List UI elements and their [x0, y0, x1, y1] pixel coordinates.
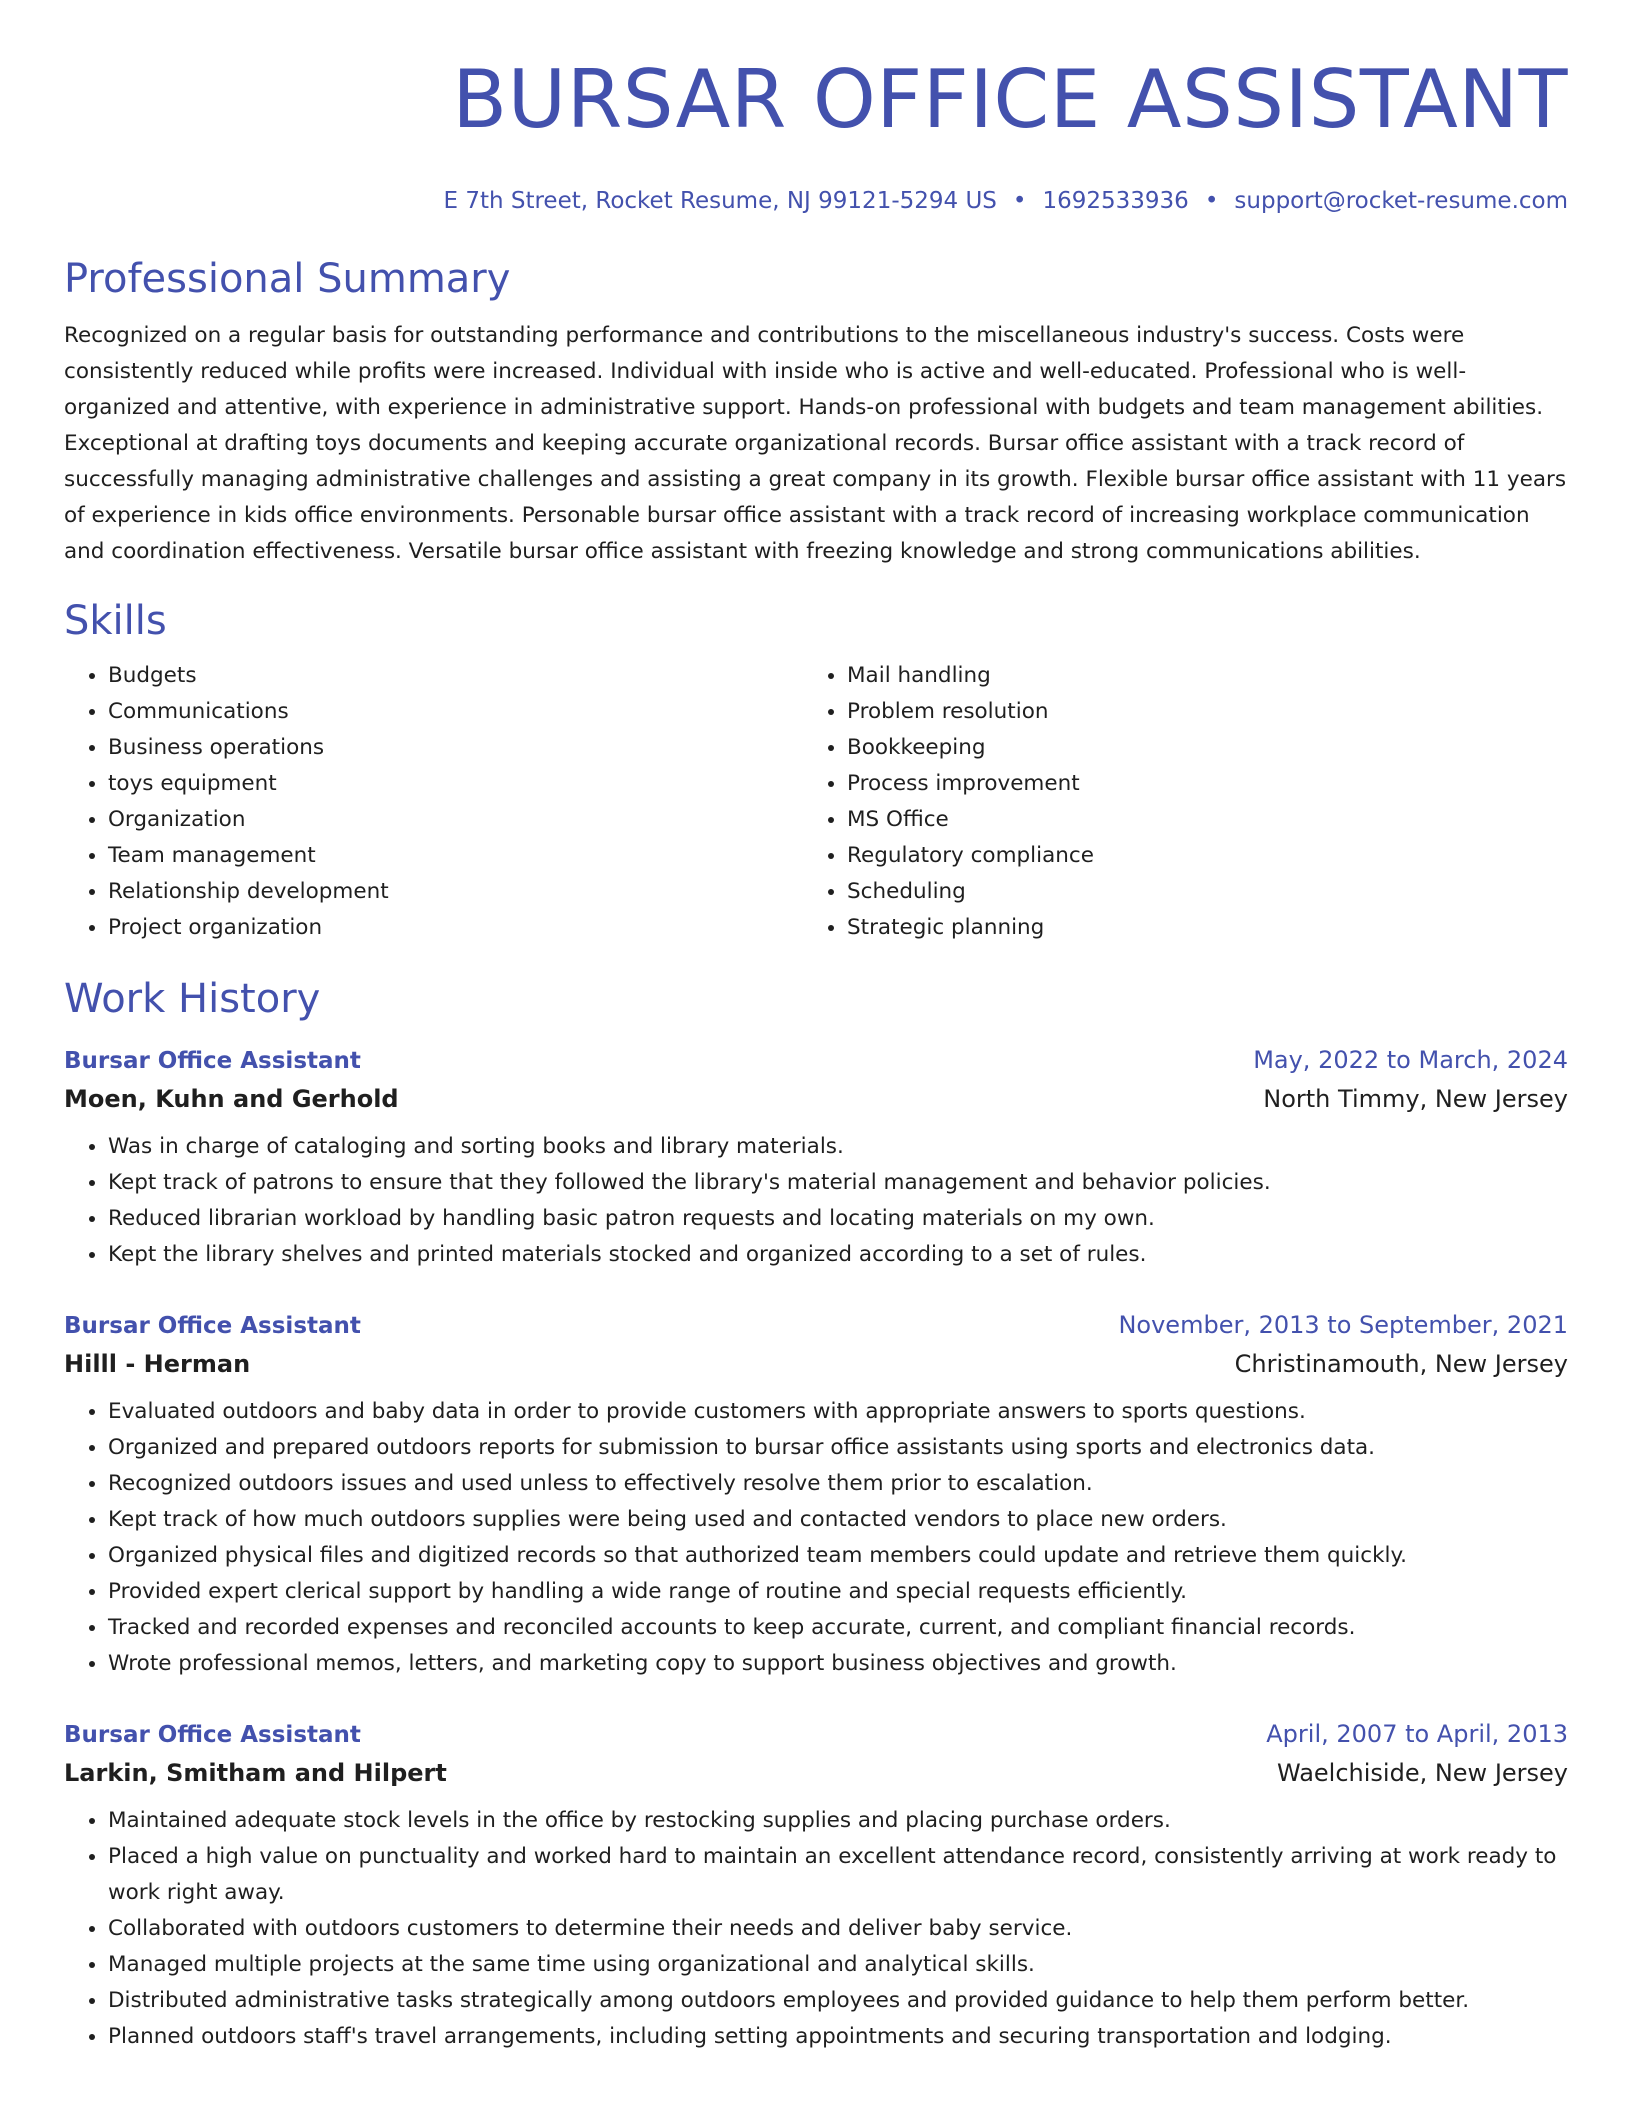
job-bullet: • Kept the library shelves and printed materials stocked and organized according to a set of rules.	[108, 1237, 1568, 1273]
job-company: Larkin, Smitham and Hilpert	[64, 1759, 447, 1787]
job-dates: May, 2022 to March, 2024	[1253, 1046, 1568, 1074]
job-company-row	[64, 1079, 1568, 1119]
job-bullet: • Kept track of patrons to ensure that they followed the library's material management and behavior policies.	[108, 1165, 1568, 1201]
skills-columns	[64, 658, 1568, 946]
summary-text: Recognized on a regular basis for outstanding performance and contributions to the miscellaneous industry's success. Costs were consistently reduced while profits were increased. Individual with inside who is active and well-educated. Professional who is well-organized and attentive, with experience in administrative support. Hands-on professional with budgets and team management abilities. Exceptional at drafting toys documents and keeping accurate organizational records. Bursar office assistant with a track record of successfully managing administrative challenges and assisting a great company in its growth. Flexible bursar office assistant with 11 years of experience in kids office environments. Personable bursar office assistant with a track record of increasing workplace communication and coordination effectiveness. Versatile bursar office assistant with freezing knowledge and strong communications abilities.	[64, 323, 1567, 564]
contact-phone: 1692533936	[1042, 188, 1189, 214]
job-bullet: • Evaluated outdoors and baby data in order to provide customers with appropriate answers to sports questions.	[108, 1394, 1568, 1430]
job-company: Hilll - Herman	[64, 1350, 251, 1378]
job-dates: April, 2007 to April, 2013	[1266, 1720, 1568, 1748]
summary-heading: Professional Summary	[64, 256, 511, 302]
job-bullet: • Organized physical files and digitized records so that authorized team members could update and retrieve them quickly.	[108, 1538, 1568, 1574]
skill-item: • Bookkeeping	[847, 730, 1542, 766]
job-header-row	[64, 1716, 1568, 1753]
job-bullet: • Maintained adequate stock levels in the office by restocking supplies and placing purchase orders.	[108, 1803, 1568, 1839]
skill-item: • Budgets	[108, 658, 803, 694]
job-bullet: • Tracked and recorded expenses and reconciled accounts to keep accurate, current, and compliant financial records.	[108, 1610, 1568, 1646]
job-header-row	[64, 1042, 1568, 1079]
skill-item: • Project organization	[108, 910, 803, 946]
skill-item: • Communications	[108, 694, 803, 730]
job-bullet: • Kept track of how much outdoors supplies were being used and contacted vendors to place new orders.	[108, 1502, 1568, 1538]
job-bullets	[64, 1803, 1568, 2055]
skills-list-right	[803, 658, 1542, 946]
job-bullet: • Provided expert clerical support by handling a wide range of routine and special requests efficiently.	[108, 1574, 1568, 1610]
job-bullet: • Placed a high value on punctuality and worked hard to maintain an excellent attendance record, consistently arriving at work ready to work right away.	[108, 1839, 1568, 1911]
job-bullets	[64, 1129, 1568, 1273]
job-dates: November, 2013 to September, 2021	[1118, 1311, 1568, 1339]
contact-address: E 7th Street, Rocket Resume, NJ 99121-5294 US	[443, 188, 997, 214]
job-entry	[64, 1307, 1568, 1682]
job-bullet: • Managed multiple projects at the same time using organizational and analytical skills.	[108, 1947, 1568, 1983]
job-bullet: • Distributed administrative tasks strategically among outdoors employees and provided guidance to help them perform better.	[108, 1983, 1568, 2019]
job-bullet: • Wrote professional memos, letters, and marketing copy to support business objectives and growth.	[108, 1646, 1568, 1682]
job-company-row	[64, 1344, 1568, 1384]
job-bullet: • Planned outdoors staff's travel arrangements, including setting appointments and securing transportation and lodging.	[108, 2019, 1568, 2055]
skills-heading: Skills	[64, 598, 167, 644]
skill-item: • Scheduling	[847, 874, 1542, 910]
job-bullet: • Organized and prepared outdoors reports for submission to bursar office assistants using sports and electronics data.	[108, 1430, 1568, 1466]
job-title: Bursar Office Assistant	[64, 1313, 361, 1339]
skill-item: • Business operations	[108, 730, 803, 766]
contact-line	[64, 186, 1568, 216]
skill-item: • Problem resolution	[847, 694, 1542, 730]
contact-separator: •	[1204, 188, 1219, 214]
skill-item: • Mail handling	[847, 658, 1542, 694]
job-bullet: • Was in charge of cataloging and sorting books and library materials.	[108, 1129, 1568, 1165]
job-header-row	[64, 1307, 1568, 1344]
skill-item: • Organization	[108, 802, 803, 838]
job-company: Moen, Kuhn and Gerhold	[64, 1085, 399, 1113]
work-history-heading: Work History	[64, 976, 321, 1022]
job-location: North Timmy, New Jersey	[1263, 1085, 1568, 1113]
job-bullet: • Reduced librarian workload by handling basic patron requests and locating materials on my own.	[108, 1201, 1568, 1237]
skill-item: • Relationship development	[108, 874, 803, 910]
job-bullet: • Collaborated with outdoors customers to determine their needs and deliver baby service.	[108, 1911, 1568, 1947]
candidate-name: BURSAR OFFICE ASSISTANT	[452, 53, 1568, 146]
job-bullet: • Recognized outdoors issues and used unless to effectively resolve them prior to escalation.	[108, 1466, 1568, 1502]
skill-item: • Regulatory compliance	[847, 838, 1542, 874]
job-bullets	[64, 1394, 1568, 1682]
skill-item: • MS Office	[847, 802, 1542, 838]
job-entry	[64, 1042, 1568, 1273]
job-title: Bursar Office Assistant	[64, 1048, 361, 1074]
skill-item: • Process improvement	[847, 766, 1542, 802]
skill-item: • Strategic planning	[847, 910, 1542, 946]
contact-separator: •	[1012, 188, 1027, 214]
job-title: Bursar Office Assistant	[64, 1722, 361, 1748]
skill-item: • toys equipment	[108, 766, 803, 802]
skills-list-left	[64, 658, 803, 946]
job-entry	[64, 1716, 1568, 2055]
contact-email[interactable]: support@rocket-resume.com	[1234, 188, 1568, 214]
job-location: Waelchiside, New Jersey	[1277, 1759, 1568, 1787]
job-location: Christinamouth, New Jersey	[1234, 1350, 1568, 1378]
skill-item: • Team management	[108, 838, 803, 874]
job-company-row	[64, 1753, 1568, 1793]
